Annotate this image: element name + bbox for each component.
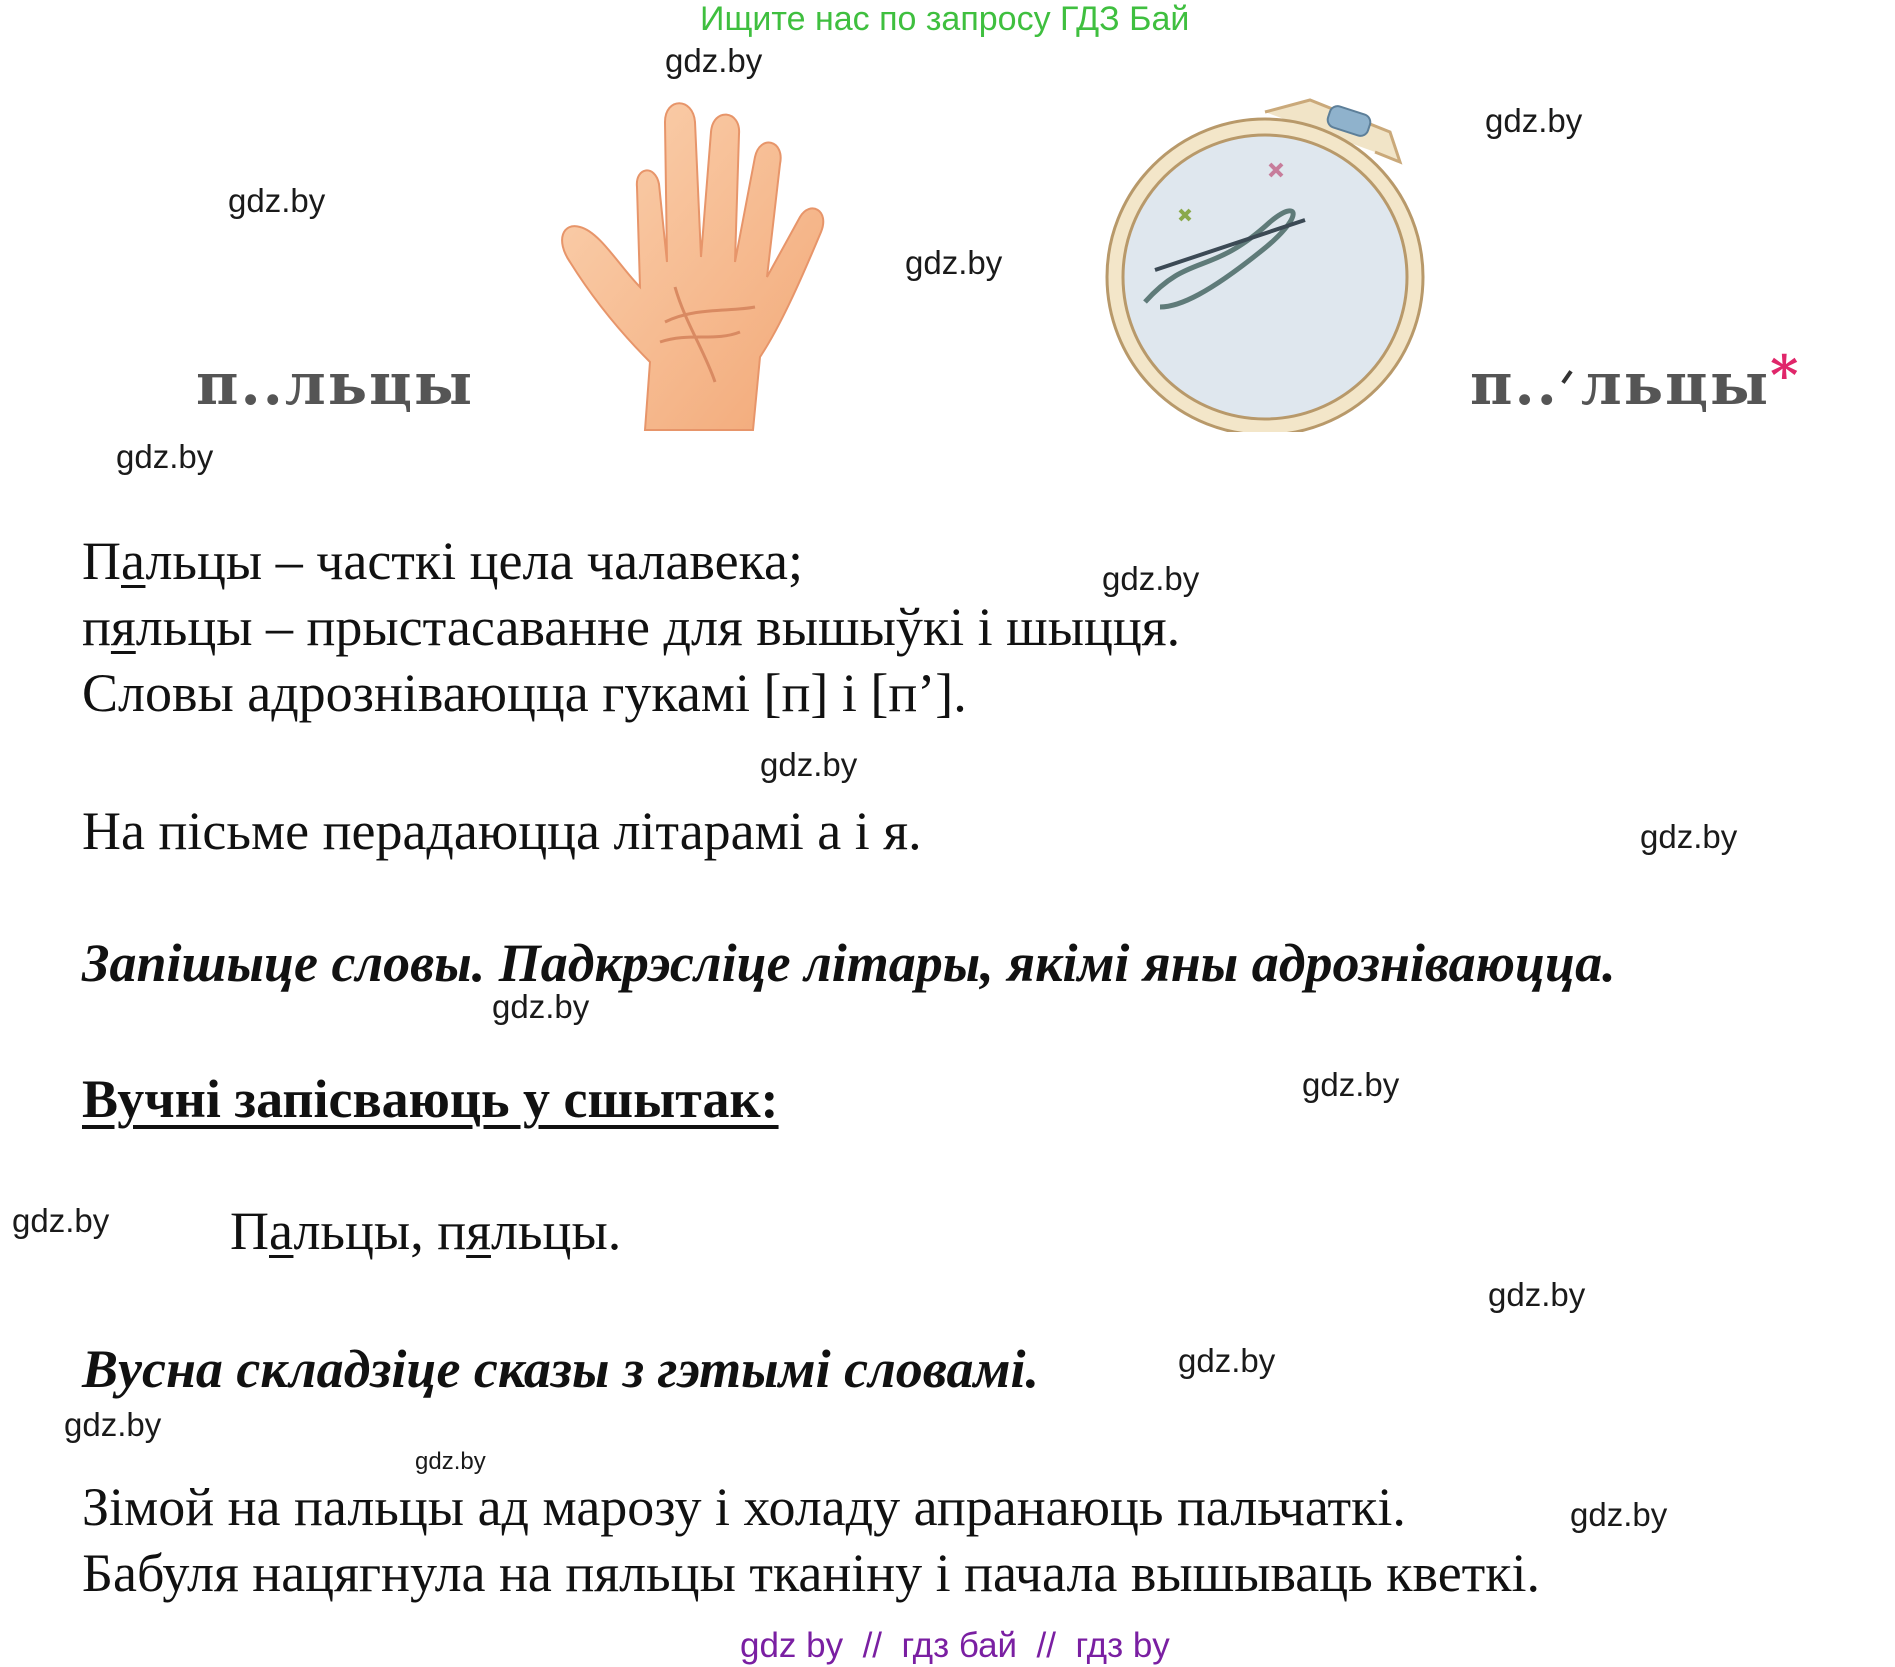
text-line-4: На пісьме перадаюцца літарамі а і я. [82,801,922,861]
watermark: gdz.by [760,746,858,783]
text-line-3: Словы адрозніваюцца гукамі [п] і [п’]. [82,663,967,723]
watermark: gdz.by [1488,1276,1586,1313]
watermark: gdz.by [1570,1496,1668,1533]
sentence-2: Бабуля нацягнула на пяльцы тканіну і пачала вышываць кветкі. [82,1543,1540,1603]
watermark: gdz.by [492,988,590,1025]
watermark: gdz.by [1485,102,1583,139]
sentence-1: Зімой на пальцы ад марозу і холаду апранаюць пальчаткі. [82,1477,1406,1537]
watermark: gdz.by [905,244,1003,281]
footer-links[interactable]: gdz by // гдз бай // гдз by [740,1626,1170,1665]
watermark: gdz.by [116,438,214,475]
answer-heading: Вучні запісваюць у сшытак: [82,1069,779,1129]
task-instruction-2: Вусна складзіце сказы з гэтымі словамі. [82,1339,1040,1399]
watermark: gdz.by [228,182,326,219]
caption-right: п.. льцы* [1470,343,1801,418]
watermark: gdz.by [415,1448,486,1475]
embroidery-hoop-icon [1100,92,1440,432]
watermark: gdz.by [1178,1342,1276,1379]
caption-left: п..льцы [196,350,475,418]
watermark: gdz.by [1102,560,1200,597]
watermark: gdz.by [1302,1066,1400,1103]
hand-icon [555,92,830,432]
watermark: gdz.by [64,1406,162,1443]
task-instruction-1: Запішыце словы. Падкрэсліце літары, якімі яны адрозніваюцца. [82,933,1616,993]
watermark: gdz.by [1640,818,1738,855]
text-line-1: Пальцы – часткі цела чалавека; [82,531,803,591]
answer-words: Пальцы, пяльцы. [230,1201,622,1261]
top-banner-link[interactable]: Ищите нас по запросу ГДЗ Бай [700,0,1190,38]
text-line-2: пяльцы – прыстасаванне для вышыўкі і шыцця. [82,597,1181,657]
watermark: gdz.by [12,1202,110,1239]
watermark: gdz.by [665,42,763,79]
